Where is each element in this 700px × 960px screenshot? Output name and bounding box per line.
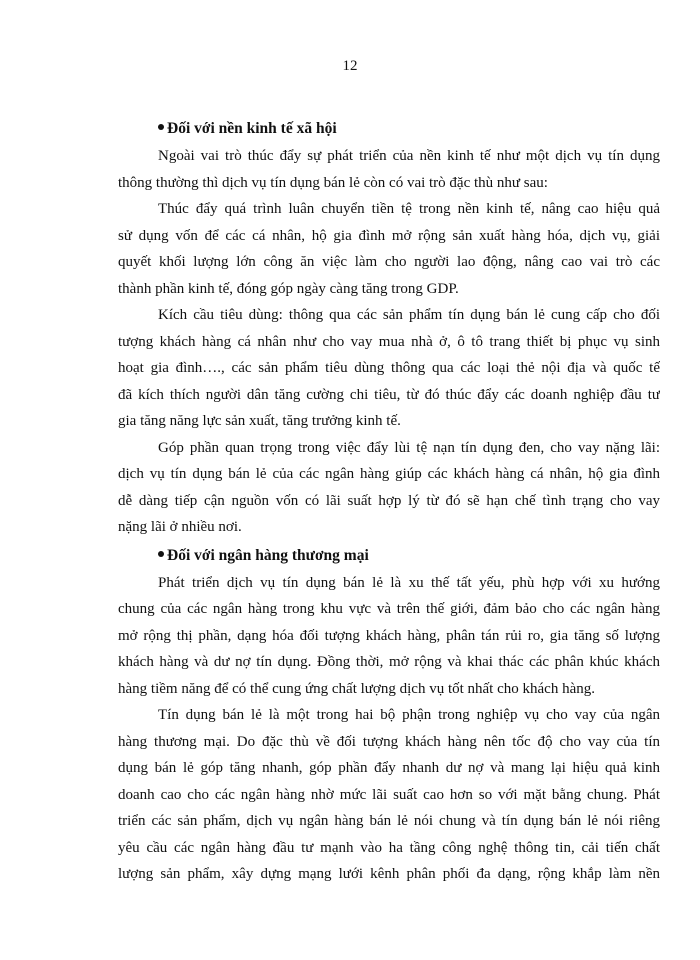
text-line: Thúc đẩy quá trình luân chuyển tiền tệ trong nền kinh tế, nâng cao hiệu quả xyxy=(158,201,660,217)
section-heading-commercial-bank: Đối với ngân hàng thương mại xyxy=(118,541,660,570)
text-line: dễ dàng tiếp cận nguồn vốn có lãi suất hợp lý từ đó sẽ hạn chế tình trạng cho vay xyxy=(118,492,660,509)
text-line: Ngoài vai trò thúc đẩy sự phát triển của nền kinh tế như một dịch vụ tín dụng xyxy=(158,148,660,164)
text-line: hàng thương mại. Do đặc thù về đối tượng khách hàng nên tốc độ cho vay của tín xyxy=(118,733,660,750)
text-line: khách hàng và dư nợ tín dụng. Đồng thời, mở rộng và khai thác các phân khúc khách xyxy=(118,654,660,670)
paragraph xyxy=(118,143,660,196)
text-line: hàng tiềm năng để có thể cung ứng chất lượng dịch vụ tốt nhất cho khách hàng. xyxy=(118,680,595,697)
text-line: dụng bán lẻ góp tăng nhanh, góp phần đẩy nhanh dư nợ và mang lại hiệu quả kinh xyxy=(118,760,660,776)
text-line: doanh cao cho các ngân hàng nhờ mức lãi suất cao hơn so với mặt bằng chung. Phát xyxy=(118,786,660,803)
paragraph xyxy=(118,570,660,703)
document-body xyxy=(118,114,660,888)
paragraph xyxy=(118,196,660,302)
paragraph xyxy=(118,435,660,541)
text-line: nặng lãi ở nhiều nơi. xyxy=(118,519,242,535)
text-line: chung của các ngân hàng trong khu vực và trên thế giới, đảm bảo cho các ngân hàng xyxy=(118,601,660,617)
page-number: 12 xyxy=(342,58,358,74)
text-line: thông thường thì dịch vụ tín dụng bán lẻ còn có vai trò đặc thù như sau: xyxy=(118,174,548,191)
text-line: lượng sản phẩm, xây dựng mạng lưới kênh phân phối đa dạng, rộng khắp làm nền xyxy=(118,866,660,882)
text-line: dịch vụ tín dụng bán lẻ của các ngân hàng giúp các khách hàng cá nhân, hộ gia đình xyxy=(118,466,660,482)
text-line: Phát triển dịch vụ tín dụng bán lẻ là xu thế tất yếu, phù hợp với xu hướng xyxy=(158,574,660,591)
text-line: sử dụng vốn để các cá nhân, hộ gia đình mở rộng sản xuất hàng hóa, dịch vụ, giải xyxy=(118,227,660,244)
paragraph xyxy=(118,702,660,888)
text-line: Góp phần quan trọng trong việc đẩy lùi tệ nạn tín dụng đen, cho vay nặng lãi: xyxy=(158,439,660,456)
paragraph xyxy=(118,302,660,435)
bullet-icon xyxy=(158,124,164,130)
text-line: Kích cầu tiêu dùng: thông qua các sản phẩm tín dụng bán lẻ cung cấp cho đối xyxy=(158,307,660,323)
text-line: đã kích thích người dân tăng cường chi tiêu, từ đó thúc đẩy các doanh nghiệp đầu tư xyxy=(118,386,660,403)
text-line: thành phần kinh tế, đóng góp ngày càng tăng trong GDP. xyxy=(118,280,459,297)
bullet-icon xyxy=(158,551,164,557)
text-line: triển các sản phẩm, dịch vụ ngân hàng bán lẻ nói chung và tín dụng bán lẻ nói riêng xyxy=(118,813,660,829)
text-line: mở rộng thị phần, dạng hóa đối tượng khách hàng, phân tán rủi ro, gia tăng số lượng xyxy=(118,627,660,644)
text-line: gia tăng năng lực sản xuất, tăng trưởng kinh tế. xyxy=(118,413,401,429)
text-line: Tín dụng bán lẻ là một trong hai bộ phận trong nghiệp vụ cho vay của ngân xyxy=(158,707,660,723)
text-line: hoạt gia đình…., các sản phẩm tiêu dùng thông qua các loại thẻ nội địa và quốc tế xyxy=(118,360,660,376)
text-line: quyết khối lượng lớn công ăn việc làm cho người lao động, nâng cao vai trò các xyxy=(118,254,660,270)
text-line: yêu cầu các ngân hàng đầu tư mạnh vào ha tầng công nghệ thông tin, cải tiến chất xyxy=(118,839,660,856)
section-heading-economy: Đối với nền kinh tế xã hội xyxy=(118,114,660,143)
text-line: tượng khách hàng cá nhân như cho vay mua nhà ở, ô tô trang thiết bị phục vụ sinh xyxy=(118,333,660,350)
